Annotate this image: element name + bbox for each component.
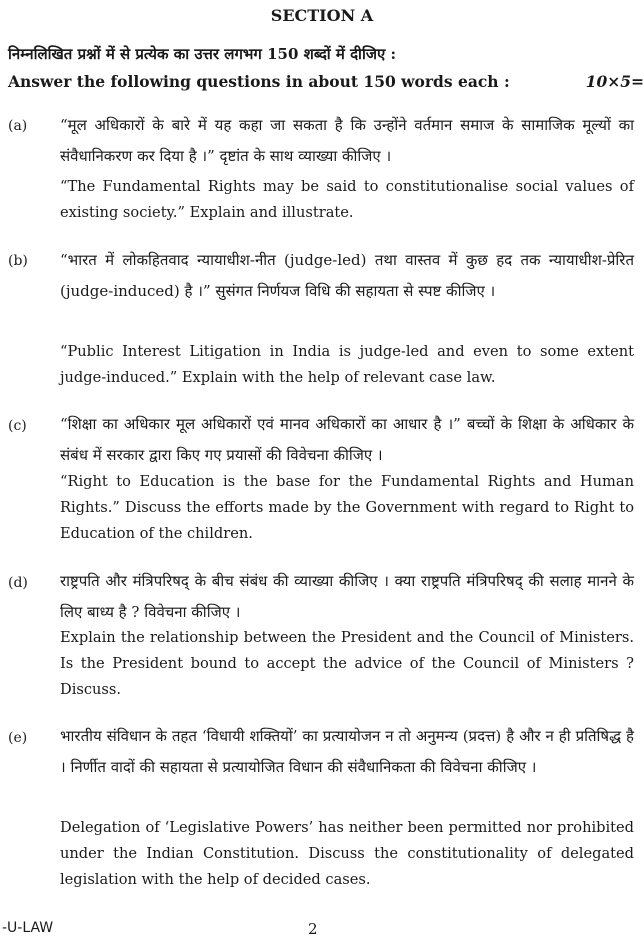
- instructions-hindi: निम्नलिखित प्रश्नों में से प्रत्येक का उत्तर लगभग 150 शब्दों में दीजिए :: [8, 45, 397, 63]
- question-d-hindi: राष्ट्रपति और मंत्रिपरिषद् के बीच संबंध की व्याख्या कीजिए । क्या राष्ट्रपति मंत्रिपरिषद् की सलाह मानने के लिए बाध्य है ? विवेचना कीजिए ।: [60, 572, 634, 621]
- question-e-hindi: भारतीय संविधान के तहत ‘विधायी शक्तियों’ का प्रत्यायोजन न तो अनुमन्य (प्रदत्त) है और न ही प्रतिषिद्ध है । निर्णीत वादों की सहायता से प्रत्यायोजित विधान की संवैधानिकता की विवेचना कीजिए ।: [60, 727, 634, 776]
- question-b-english: “Public Interest Litigation in India is judge-led and even to some extent judge-induced.” Explain with the help of relevant case law.: [60, 343, 634, 386]
- question-c-hindi: “शिक्षा का अधिकार मूल अधिकारों एवं मानव अधिकारों का आधार है ।” बच्चों के शिक्षा के अधिकार के संबंध में सरकार द्वारा किए गए प्रयासों की विवेचना कीजिए ।: [60, 415, 634, 464]
- question-c-english: “Right to Education is the base for the Fundamental Rights and Human Rights.” Discuss the efforts made by the Government with regard to Right to Education of the children.: [60, 473, 634, 542]
- question-a-english: “The Fundamental Rights may be said to constitutionalise social values of existing society.” Explain and illustrate.: [60, 178, 634, 221]
- page-number: 2: [308, 920, 318, 938]
- marks-allocation: 10×5=: [585, 72, 644, 91]
- question-b-label: (b): [8, 253, 28, 269]
- paper-code: -U-LAW: [2, 920, 54, 936]
- question-c-label: (c): [8, 418, 27, 434]
- section-title: SECTION A: [270, 6, 374, 25]
- question-d-label: (d): [8, 575, 28, 591]
- question-d-english: Explain the relationship between the President and the Council of Ministers. Is the President bound to accept the advice of the Council of Ministers ? Discuss.: [60, 629, 634, 698]
- instructions-english: Answer the following questions in about 150 words each :: [8, 72, 510, 91]
- question-a-label: (a): [8, 118, 28, 134]
- question-e-english: Delegation of ‘Legislative Powers’ has neither been permitted nor prohibited under the Indian Constitution. Discuss the constitutionality of delegated legislation with the help of decided cases.: [60, 819, 634, 888]
- question-e-label: (e): [8, 730, 28, 746]
- question-a-hindi: “मूल अधिकारों के बारे में यह कहा जा सकता है कि उन्होंने वर्तमान समाज के सामाजिक मूल्यों का संवैधानिकरण कर दिया है ।” दृष्टांत के साथ व्याख्या कीजिए ।: [60, 116, 634, 165]
- question-b-hindi: “भारत में लोकहितवाद न्यायाधीश-नीत (judge-led) तथा वास्तव में कुछ हद तक न्यायाधीश-प्रेरित (judge-induced) है ।” सुसंगत निर्णयज विधि की सहायता से स्पष्ट कीजिए ।: [60, 251, 634, 300]
